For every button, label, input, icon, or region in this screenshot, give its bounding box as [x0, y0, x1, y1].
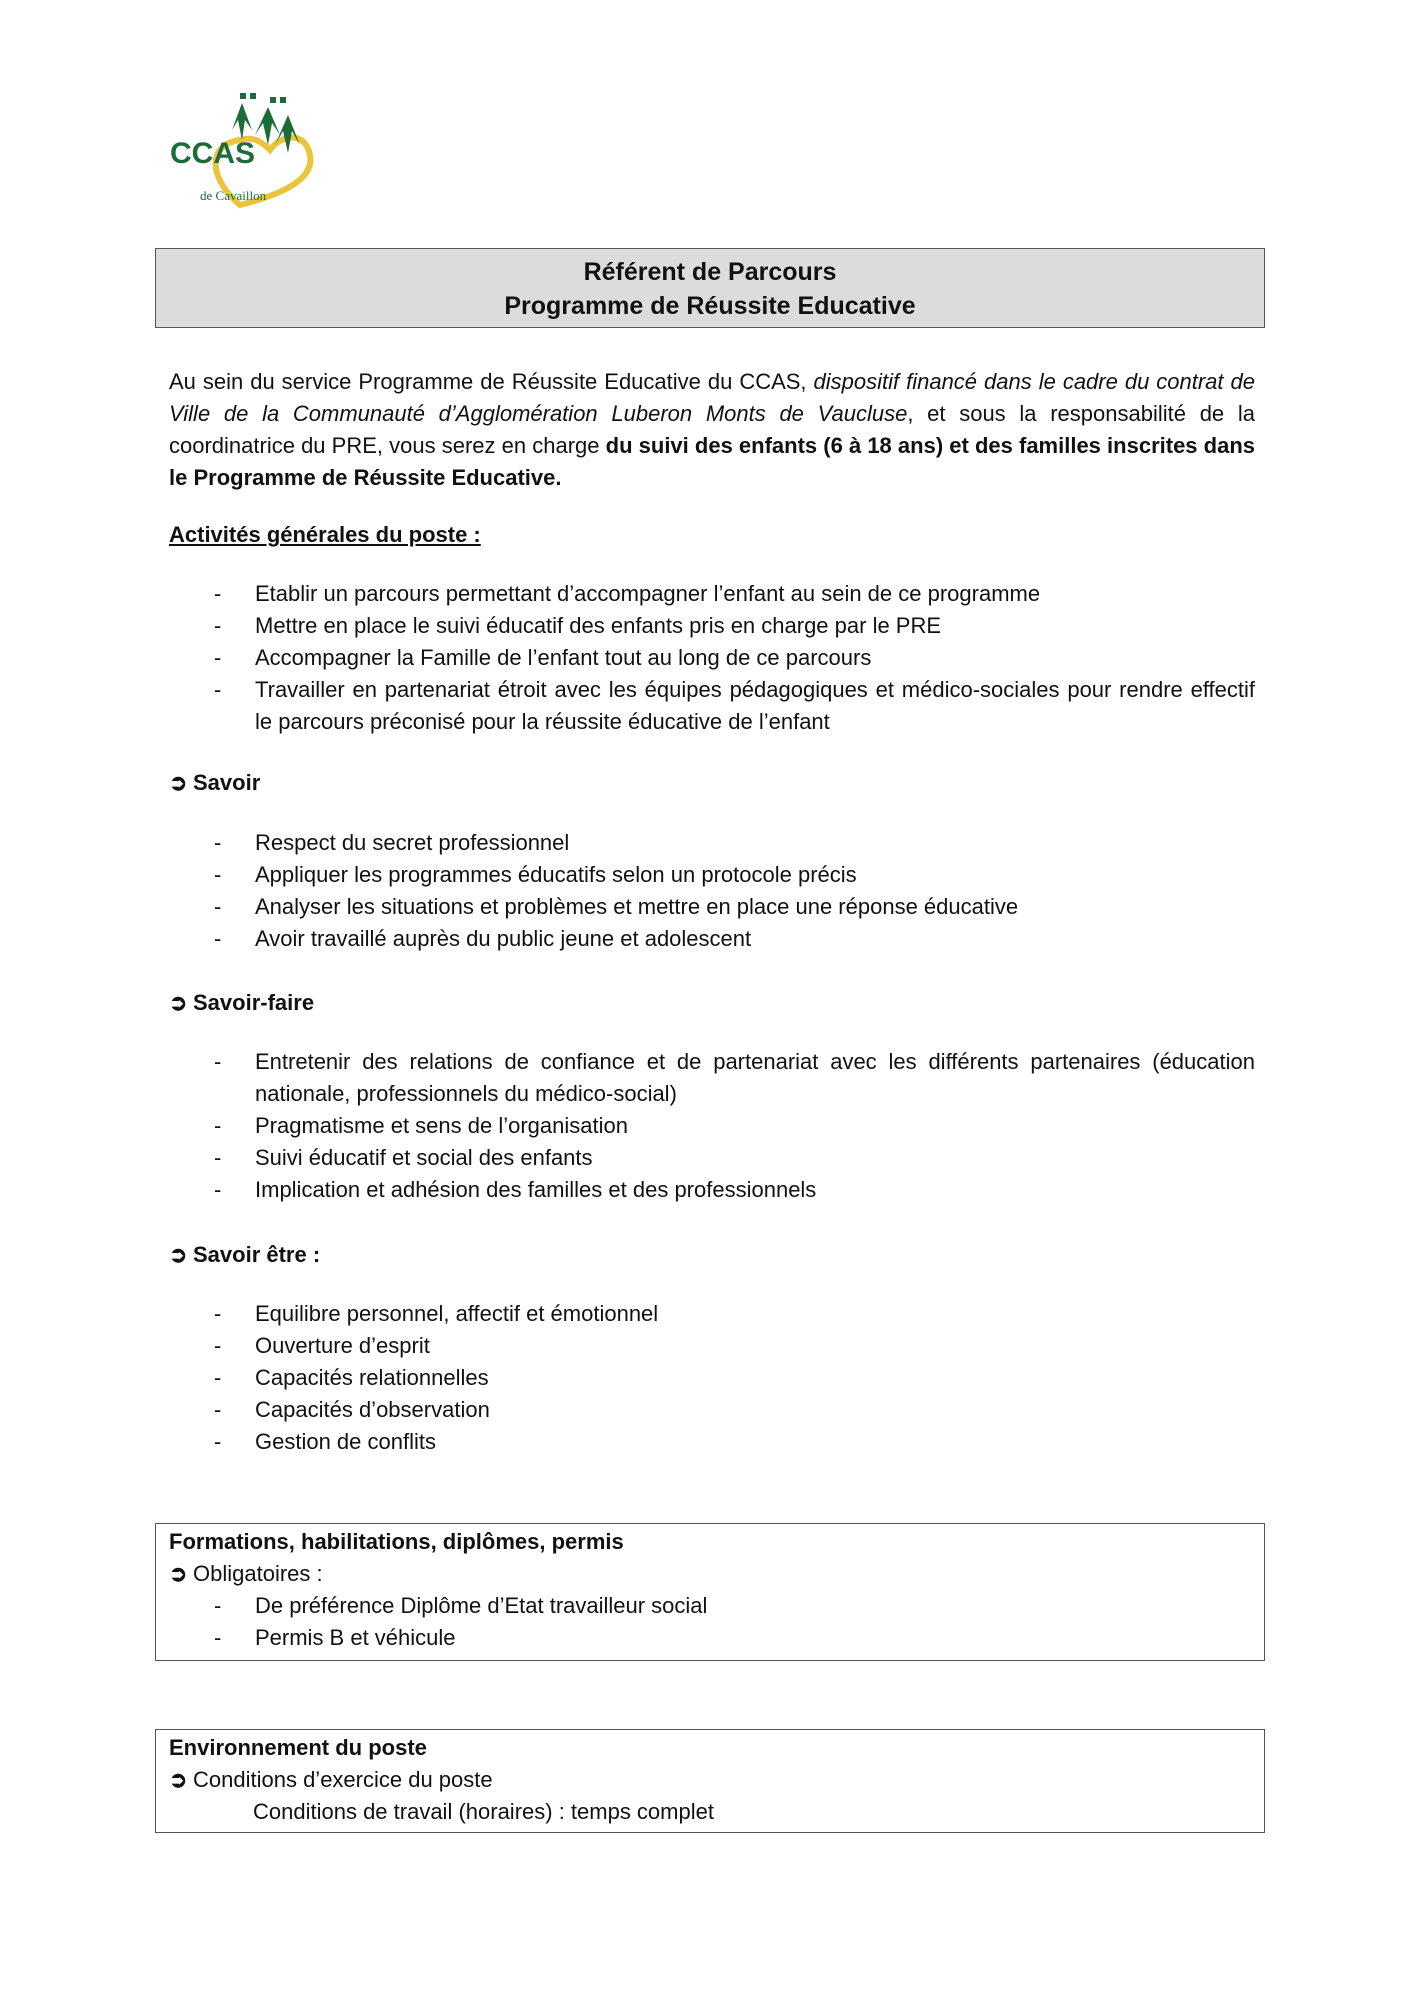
- arrow-right-icon: ➲: [169, 990, 188, 1015]
- arrow-right-icon: ➲: [169, 1767, 188, 1792]
- svg-text:CCAS: CCAS: [170, 137, 256, 170]
- list-item: - Permis B et véhicule: [169, 1622, 1251, 1654]
- environnement-heading: Environnement du poste: [169, 1735, 427, 1760]
- list-item: - De préférence Diplôme d’Etat travailleur social: [169, 1590, 1251, 1622]
- savoir-faire-heading: ➲ Savoir-faire: [169, 990, 315, 1015]
- savoir-list: [169, 827, 1255, 955]
- page-title-box: [155, 248, 1265, 328]
- savoir-etre-heading: ➲ Savoir être :: [169, 1242, 321, 1267]
- list-item: - Etablir un parcours permettant d’accompagner l’enfant au sein de ce programme: [169, 578, 1255, 610]
- list-item: - Pragmatisme et sens de l’organisation: [169, 1110, 1255, 1142]
- list-item: - Equilibre personnel, affectif et émotionnel: [169, 1298, 1255, 1330]
- list-item: - Entretenir des relations de confiance et de partenariat avec les différents partenaires (éducation nationale, professionnels du médico-social): [169, 1046, 1255, 1110]
- list-item: - Capacités d’observation: [169, 1394, 1255, 1426]
- list-item: - Avoir travaillé auprès du public jeune et adolescent: [169, 923, 1255, 955]
- arrow-right-icon: ➲: [169, 1561, 188, 1586]
- activites-list: [169, 578, 1255, 738]
- environnement-box: [155, 1729, 1265, 1833]
- list-item: - Travailler en partenariat étroit avec les équipes pédagogiques et médico-sociales pour rendre effectif le parcours préconisé pour la réussite éducative de l’enfant: [169, 674, 1255, 738]
- list-item: - Implication et adhésion des familles et des professionnels: [169, 1174, 1255, 1206]
- list-item: - Gestion de conflits: [169, 1426, 1255, 1458]
- list-item: - Accompagner la Famille de l’enfant tout au long de ce parcours: [169, 642, 1255, 674]
- list-item: - Capacités relationnelles: [169, 1362, 1255, 1394]
- formations-box: [155, 1523, 1265, 1661]
- environnement-detail: Conditions de travail (horaires) : temps complet: [253, 1799, 714, 1824]
- list-item: - Mettre en place le suivi éducatif des enfants pris en charge par le PRE: [169, 610, 1255, 642]
- list-item: - Suivi éducatif et social des enfants: [169, 1142, 1255, 1174]
- ccas-logo: [170, 85, 335, 215]
- arrow-right-icon: ➲: [169, 1242, 188, 1267]
- list-item: - Appliquer les programmes éducatifs selon un protocole précis: [169, 859, 1255, 891]
- page-title: Référent de Parcours: [583, 258, 837, 286]
- savoir-heading: ➲ Savoir: [169, 770, 261, 795]
- page-subtitle: Programme de Réussite Educative: [504, 292, 916, 320]
- activites-heading: Activités générales du poste :: [169, 522, 481, 547]
- intro-paragraph: Au sein du service Programme de Réussite Educative du CCAS, dispositif financé dans le cadre du contrat de Ville de la Communauté d’Agglomération Luberon Monts de Vaucluse, et sous la responsabilité de la coordinatrice du PRE, vous serez en charge du suivi des enfants (6 à 18 ans) et des familles inscrites dans le Programme de Réussite Educative.: [169, 369, 1256, 490]
- savoir-faire-list: [169, 1046, 1255, 1206]
- formations-heading: Formations, habilitations, diplômes, permis: [169, 1529, 624, 1554]
- svg-text:de Cavaillon: de Cavaillon: [200, 188, 267, 203]
- environnement-subtitle: ➲ Conditions d’exercice du poste: [169, 1764, 1251, 1796]
- ccas-logo-icon: [170, 85, 335, 215]
- arrow-right-icon: ➲: [169, 770, 188, 795]
- list-item: - Analyser les situations et problèmes et mettre en place une réponse éducative: [169, 891, 1255, 923]
- list-item: - Respect du secret professionnel: [169, 827, 1255, 859]
- savoir-etre-list: [169, 1298, 1255, 1458]
- list-item: - Ouverture d’esprit: [169, 1330, 1255, 1362]
- formations-subtitle: ➲ Obligatoires :: [169, 1558, 1251, 1590]
